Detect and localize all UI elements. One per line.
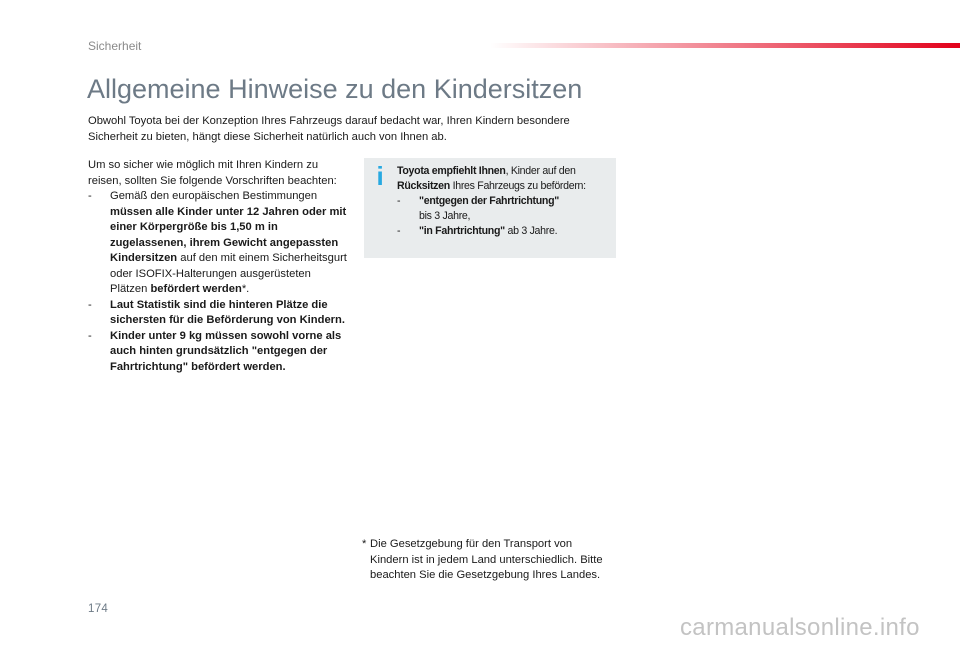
bold-run: Rücksitzen <box>397 180 450 192</box>
info-list-item <box>397 224 608 239</box>
footnote-mark: * <box>362 538 367 550</box>
intro-paragraph: Obwohl Toyota bei der Konzeption Ihres Fahrzeugs darauf bedacht war, Ihren Kindern besondere Sicherheit zu bieten, hängt diese Sicherheit natürlich auch von Ihnen ab. <box>88 115 570 143</box>
section-header: Sicherheit <box>88 39 142 53</box>
bold-run: befördert werden <box>150 283 242 295</box>
text-run: ab 3 Jahre. <box>504 225 558 237</box>
info-list-item-text <box>419 194 608 224</box>
text-run: bis 3 Jahre, <box>419 210 471 222</box>
info-recommendation <box>397 164 608 194</box>
text-run: *. <box>241 283 250 295</box>
info-list-item-text <box>419 224 608 239</box>
text-run: Gemäß den europäischen Bestimmungen <box>110 190 318 202</box>
info-icon: i <box>376 161 384 191</box>
info-box <box>364 158 616 258</box>
instructions-lead: Um so sicher wie möglich mit Ihren Kindern zu reisen, sollten Sie folgende Vorschriften beachten: <box>88 159 337 187</box>
bold-run: "entgegen der Fahrtrichtung" <box>419 195 559 207</box>
list-item-text: Kinder unter 9 kg müssen sowohl vorne als auch hinten grundsätzlich "entgegen der Fahrtrichtung" befördert werden. <box>110 329 342 373</box>
list-dash: - <box>88 190 92 202</box>
page-number: 174 <box>88 603 109 615</box>
list-dash: - <box>88 329 92 342</box>
text-run: Ihres Fahrzeugs zu befördern: <box>449 180 586 192</box>
bold-run: Toyota empfiehlt Ihnen <box>397 165 506 177</box>
list-item <box>88 329 350 376</box>
info-list-item <box>397 194 608 224</box>
list-item <box>88 189 350 298</box>
list-dash: - <box>397 195 401 207</box>
footnote-text: Die Gesetzgebung für den Transport von Kindern ist in jedem Land unterschiedlich. Bitte beachten Sie die Gesetzgebung Ihres Landes. <box>370 538 603 581</box>
list-item-text: Laut Statistik sind die hinteren Plätze die sichersten für die Beförderung von Kindern. <box>110 298 345 326</box>
list-item-text <box>110 189 350 298</box>
list-dash: - <box>88 298 92 311</box>
footnote <box>362 537 612 584</box>
list-dash: - <box>397 225 401 237</box>
bold-run: "in Fahrtrichtung" <box>419 225 505 237</box>
instructions-column <box>88 158 350 375</box>
list-item <box>88 298 350 329</box>
bold-run: müssen alle Kinder unter 12 Jahren oder mit einer Körpergröße bis 1,50 m in zugelassenen, ihrem Gewicht angepassten Kindersitzen <box>110 205 347 264</box>
page-title: Allgemeine Hinweise zu den Kindersitzen <box>87 74 583 104</box>
text-run: , Kinder auf den <box>505 165 576 177</box>
header-accent-bar <box>490 43 960 48</box>
text-run: auf den mit einem Sicherheitsgurt oder ISOFIX-Halterungen ausgerüsteten Plätzen <box>110 252 347 295</box>
watermark: carmanualsonline.info <box>680 614 920 641</box>
